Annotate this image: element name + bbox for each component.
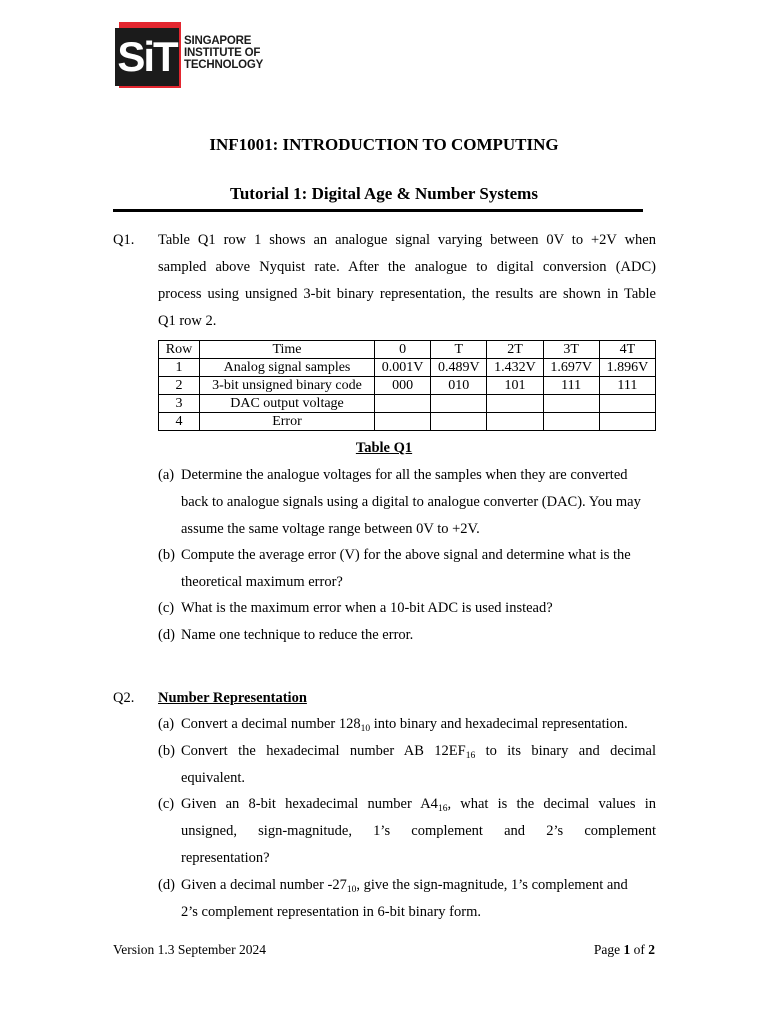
q1-line-1: Table Q1 row 1 shows an analogue signal varying between 0V to +2V when [158, 232, 656, 248]
q2-number: Q2. [113, 690, 135, 706]
table-cell [599, 395, 655, 413]
table-cell [431, 413, 487, 431]
q1-part-b-line-2: theoretical maximum error? [181, 574, 343, 590]
table-cell: 3 [159, 395, 200, 413]
q1-part-b-label: (b) [158, 547, 175, 563]
table-cell: 2T [487, 341, 543, 359]
q1-part-d-label: (d) [158, 627, 175, 643]
table-cell: 4T [599, 341, 655, 359]
table-cell: T [431, 341, 487, 359]
table-cell: 101 [487, 377, 543, 395]
table-cell: 111 [599, 377, 655, 395]
table-cell: 1 [159, 359, 200, 377]
table-cell: 0 [375, 341, 431, 359]
q1-number: Q1. [113, 232, 135, 248]
table-cell [543, 413, 599, 431]
sit-logo-text: SINGAPORE INSTITUTE OF TECHNOLOGY [184, 35, 264, 71]
table-cell [599, 413, 655, 431]
q2-part-b-line-1: Convert the hexadecimal number AB $12EF_{16}$ to its binary and decimal [181, 743, 656, 761]
table-cell: 1.896V [599, 359, 655, 377]
q2-part-c-line-2: unsigned, sign-magnitude, 1’s complement and 2’s complement [181, 823, 656, 839]
table-cell: 0.001V [375, 359, 431, 377]
table-cell: 3T [543, 341, 599, 359]
q2-part-d-line-1: Given a decimal number $-27_{10}$, give the sign-magnitude, 1’s complement and [181, 877, 628, 895]
table-q1 [158, 340, 656, 431]
table-cell [375, 413, 431, 431]
table-cell: 2 [159, 377, 200, 395]
q2-part-b-label: (b) [158, 743, 175, 759]
table-row [159, 413, 656, 431]
q2-part-c-line-1: Given an 8-bit hexadecimal number $A4_{16}$, what is the decimal values in [181, 796, 656, 814]
q1-part-d-text: Name one technique to reduce the error. [181, 627, 414, 643]
table-cell: 111 [543, 377, 599, 395]
title-divider [113, 209, 643, 212]
table-cell: 000 [375, 377, 431, 395]
q2-part-a-text: Convert a decimal number $128_{10}$ into binary and hexadecimal representation. [181, 716, 628, 734]
table-cell: 010 [431, 377, 487, 395]
table-cell: Time [200, 341, 375, 359]
table-cell: 1.432V [487, 359, 543, 377]
table-cell [375, 395, 431, 413]
q1-line-2: sampled above Nyquist rate. After the analogue to digital conversion (ADC) [158, 259, 656, 275]
course-title: INF1001: INTRODUCTION TO COMPUTING [209, 135, 559, 154]
q1-part-a-line-2: back to analogue signals using a digital to analogue converter (DAC). You may [181, 494, 641, 510]
sit-logo-mark: SiT [113, 22, 181, 90]
table-cell: DAC output voltage [200, 395, 375, 413]
table-cell: 4 [159, 413, 200, 431]
table-cell: 0.489V [431, 359, 487, 377]
table-cell [487, 395, 543, 413]
table-row [159, 377, 656, 395]
table-caption: Table Q1 [355, 440, 413, 456]
q1-line-3: process using unsigned 3-bit binary representation, the results are shown in Table [158, 286, 656, 302]
table-cell: Error [200, 413, 375, 431]
table-row [159, 395, 656, 413]
q1-part-b-line-1: Compute the average error (V) for the above signal and determine what is the [181, 547, 631, 563]
q1-part-c-text: What is the maximum error when a 10-bit ADC is used instead? [181, 600, 553, 616]
table-header-row [159, 341, 656, 359]
table-row [159, 359, 656, 377]
table-cell [543, 395, 599, 413]
q2-part-b-line-2: equivalent. [181, 770, 246, 786]
footer-page-number: Page 1 of 2 [593, 942, 655, 957]
q1-part-a-line-3: assume the same voltage range between 0V to +2V. [181, 521, 480, 537]
q1-part-c-label: (c) [158, 600, 175, 616]
table-cell: Analog signal samples [200, 359, 375, 377]
q2-part-d-label: (d) [158, 877, 175, 893]
q1-line-4: Q1 row 2. [158, 313, 217, 329]
q1-part-a-line-1: Determine the analogue voltages for all the samples when they are converted [181, 467, 628, 483]
q2-part-a-label: (a) [158, 716, 175, 732]
q2-part-c-label: (c) [158, 796, 175, 812]
q2-heading: Number Representation [158, 690, 307, 706]
table-cell: 3-bit unsigned binary code [200, 377, 375, 395]
table-cell: 1.697V [543, 359, 599, 377]
q2-part-c-line-3: representation? [181, 850, 270, 866]
q1-part-a-label: (a) [158, 467, 175, 483]
q2-part-d-line-2: 2’s complement representation in 6-bit binary form. [181, 904, 481, 920]
tutorial-title: Tutorial 1: Digital Age & Number Systems [230, 184, 538, 203]
table-cell: Row [159, 341, 200, 359]
footer-version: Version 1.3 September 2024 [113, 942, 266, 957]
table-cell [431, 395, 487, 413]
table-cell [487, 413, 543, 431]
